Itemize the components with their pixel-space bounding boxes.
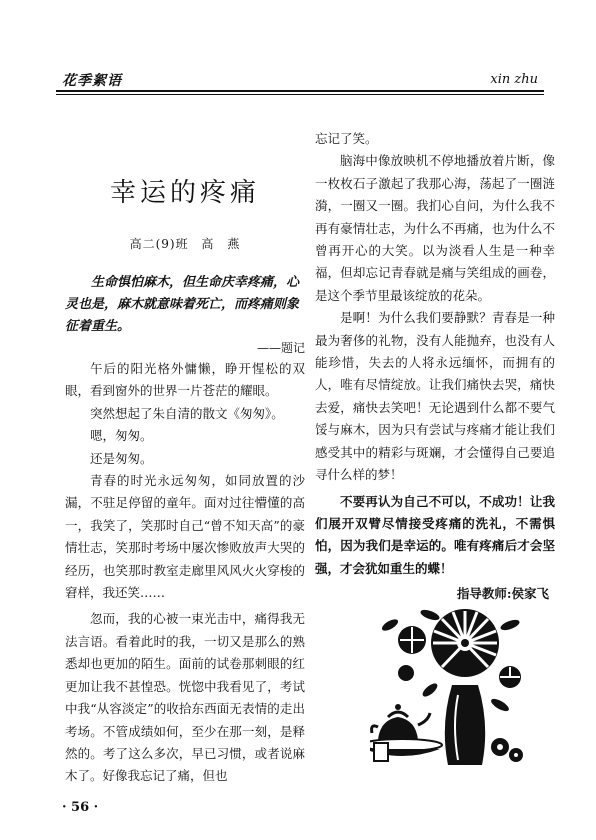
author-pinyin: xin zhu [490, 72, 538, 87]
paragraph: 还是匆匆。 [90, 450, 153, 466]
paragraph: 脑海中像放映机不停地播放着片断，像一枚枚石子激起了我那心海，荡起了一圈涟漪，一圈又一圈。我扪心自问，为什么我不再有豪情壮志，为什么不再痛，也为什么不曾再开心的大笑。以为淡看人生是一种幸福，但却忘记青春就是痛与笑组成的画卷，是这个季节里最该绽放的花朵。 [315, 153, 555, 303]
left-column [65, 150, 305, 788]
byline-author: 高 燕 [201, 237, 241, 251]
paragraph: 嗯，匆匆。 [90, 428, 153, 444]
flower-vase-teapot-illustration-icon [370, 595, 530, 770]
page-number: · 56 · [62, 800, 99, 815]
column-name: 花季絮语 [62, 73, 122, 89]
header-rule-thick [56, 90, 544, 92]
paragraph: 忘记了笑。 [315, 131, 378, 146]
byline [65, 235, 305, 252]
article-title: 幸运的疼痛 [109, 178, 260, 208]
paragraph: 突然想起了朱自清的散文《匆匆》。 [90, 405, 284, 421]
byline-class: 高二(9)班 [129, 237, 189, 251]
header-rule-thin [56, 94, 544, 95]
paragraph: 是啊！为什么我们要静默？青春是一种最为奢侈的礼物，没有人能抛弃，也没有人能珍惜，失去的人将永远缅怀，而拥有的人，唯有尽情绽放。让我们痛快去哭，痛快去爱，痛快去笑吧！无论遇到什么都不要气馁与麻木，因为只有尝试与疼痛才能让我们感受其中的精彩与斑斓，才会懂得自己要追寻什么样的梦！ [315, 310, 555, 483]
paragraph: 不要再认为自己不可以，不成功！让我们展开双臂尽情接受疼痛的洗礼，不需惧怕，因为我们是幸运的。唯有疼痛后才会坚强，才会犹如重生的蝶！ [315, 493, 555, 576]
paragraph: 忽而，我的心被一束光击中，痛得我无法言语。看着此时的我，一切又是那么的熟悉却也更加的陌生。面前的试卷那刺眼的红更加让我不甚惶恐。恍惚中我看见了，考试中我“从容淡定”的收拾东西面无表情的走出考场。不管成绩如何，至少在那一刻，是释然的。考了这么多次，早已习惯，或者说麻木了。好像我忘记了痛，但也 [65, 611, 305, 784]
advisor: 指导教师:侯家飞 [456, 586, 549, 602]
epigraph-sign: ——题记 [256, 341, 305, 355]
paragraph: 青春的时光永远匆匆，如同放置的沙漏，不驻足停留的童年。面对过往懵懂的高一，我笑了，笑那时自己“曾不知天高”的豪情壮志，笑那时考场中屡次惨败放声大哭的经历，也笑那时教室走廊里风风火火穿梭的窘样，我还笑…… [65, 473, 305, 601]
paragraph: 午后的阳光格外慵懒，睁开惺松的双眼，看到窗外的世界一片苍茫的耀眼。 [65, 361, 305, 399]
flower-illustration-icon [370, 595, 530, 770]
right-column [315, 128, 555, 602]
epigraph: 生命惧怕麻木，但生命庆幸疼痛，心灵也是，麻木就意味着死亡，而疼痛则象征着重生。 [65, 275, 300, 334]
page-header [0, 0, 596, 96]
